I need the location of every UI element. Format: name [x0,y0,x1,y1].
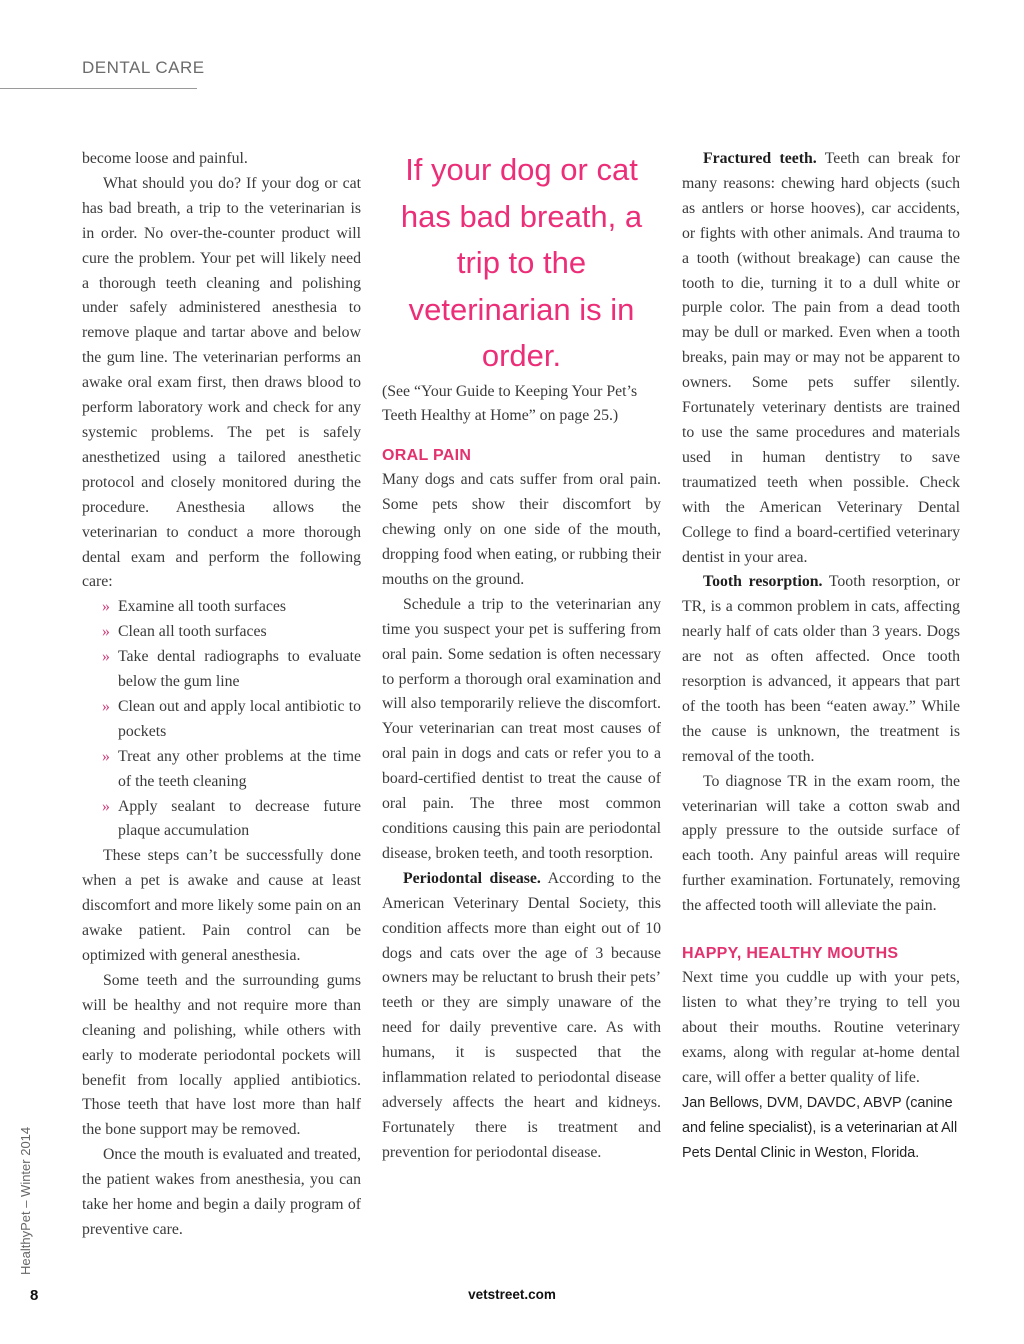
paragraph: Many dogs and cats suffer from oral pain. Some pets show their discomfort by chewing only on one side of the mouth, dropping food when eating, or rubbing their mouths on the ground. [382,471,661,588]
paragraph: To diagnose TR in the exam room, the veterinarian will take a cotton swab and apply pressure to the outside surface of each tooth. Any painful areas will require further examination. Fortunately, removing the affected tooth will alleviate the pain. [682,772,960,915]
side-credit: HealthyPet – Winter 2014 [18,1126,33,1275]
resorption-paragraph [682,570,960,769]
list-item: » Clean out and apply local antibiotic to pockets [118,695,361,745]
periodontal-run-in-head: Periodontal disease. [403,869,541,887]
fractured-run-in-head: Fractured teeth. [703,150,817,167]
paragraph: Schedule a trip to the veterinarian any time you suspect your pet is suffering from oral pain. Some sedation is often necessary to perform a thorough oral examination and will also temporarily relieve the discomfort. Your veterinarian can treat most causes of oral pain in dogs and cats or refer you to a board-certified dentist to treat the cause of oral pain. The three most common conditions causing this pain are periodontal disease, broken teeth, and tooth resorption. [382,595,661,862]
list-item: » Examine all tooth surfaces [118,595,361,620]
pull-quote: If your dog or cat has bad breath, a trip to the veterinarian is in order. [400,152,643,373]
page-number: 8 [30,1287,39,1304]
paragraph: Some teeth and the surrounding gums will be healthy and not require more than cleaning and polishing, while others with early to moderate periodontal pockets will benefit from locally applied antibiotics. Those teeth that have lost more than half the bone support may be removed. [82,971,361,1139]
see-note: (See “Your Guide to Keeping Your Pet’s Teeth Healthy at Home” on page 25.) [382,382,638,425]
list-item: » Take dental radiographs to evaluate below the gum line [118,645,361,695]
section-rule [0,88,197,89]
resorption-text: Tooth resorption, or TR, is a common problem in cats, affecting nearly half of cats older than 3 years. Dogs are not as often affected. Once tooth resorption is advanced, it appears that part of the tooth has been “eaten away.” While the cause is unknown, the treatment is removal of the tooth. [682,573,960,765]
resorption-run-in-head: Tooth resorption. [703,573,823,591]
paragraph: What should you do? If your dog or cat has bad breath, a trip to the veterinarian is in order. No over-the-counter product will cure the problem. Your pet will likely need a thorough teeth cleaning and polishing under safely administered anesthesia to remove plaque and tartar above and below the gum line. The veterinarian performs an awake oral exam first, then draws blood to perform laboratory work and check for any systemic problems. The pet is safely anesthetized using a tailored anesthetic protocol and closely monitored during the procedure. Anesthesia allows the veterinarian to conduct a more thorough dental exam and perform the following care: [82,174,361,591]
happy-mouths-heading: HAPPY, HEALTHY MOUTHS [682,945,899,963]
list-item: » Clean all tooth surfaces [118,620,361,645]
paragraph: Next time you cuddle up with your pets, listen to what they’re trying to tell you about their mouths. Routine veterinary exams, along with regular at-home dental care, will offer a better quality of life. [682,969,960,1086]
periodontal-text: According to the American Veterinary Dental Society, this condition affects more than eight out of 10 dogs and cats over the age of 3 because owners may be reluctant to brush their pets’ teeth or they are simply unaware of the need for daily preventive care. As with humans, it is suspected that the inflammation related to periodontal disease adversely affects the heart and kidneys. Fortunately there is treatment and prevention for periodontal disease. [382,869,661,1161]
paragraph: become loose and painful. [82,150,248,167]
paragraph: Once the mouth is evaluated and treated, the patient wakes from anesthesia, you can take her home and begin a daily program of preventive care. [82,1146,361,1238]
oral-pain-heading: ORAL PAIN [382,447,472,465]
paragraph: These steps can’t be successfully done when a pet is awake and cause at least discomfort and more likely some pain on an awake patient. Pain control can be optimized with general anesthesia. [82,847,361,964]
site-url: vetstreet.com [468,1287,556,1302]
fractured-text: Teeth can break for many reasons: chewing hard objects (such as antlers or horse hooves), car accidents, or fights with other animals. And trauma to a tooth (without breakage) can cause the tooth to die, turning it to a dull white or purple color. The pain from a dead tooth may be dull or marked. Even when a tooth breaks, pain may or may not be apparent to owners. Some pets suffer silently. Fortunately veterinary dentists are trained to use the same procedures and materials used in human dentistry to save traumatized teeth when possible. Check with the American Veterinary Dental College to find a board-certified veterinary dentist in your area. [682,150,960,566]
section-label: DENTAL CARE [82,58,205,77]
author-bio: Jan Bellows, DVM, DAVDC, ABVP (canine and feline specialist), is a veterinarian at All Pets Dental Clinic in Weston, Florida. [682,1094,958,1161]
periodontal-paragraph [382,867,661,1166]
column-1 [82,147,361,1243]
care-list [82,595,361,844]
list-item: » Treat any other problems at the time of the teeth cleaning [118,745,361,795]
list-item: » Apply sealant to decrease future plaque accumulation [118,795,361,845]
column-2 [382,147,661,1166]
fractured-paragraph [682,147,960,570]
column-3 [682,147,960,1166]
